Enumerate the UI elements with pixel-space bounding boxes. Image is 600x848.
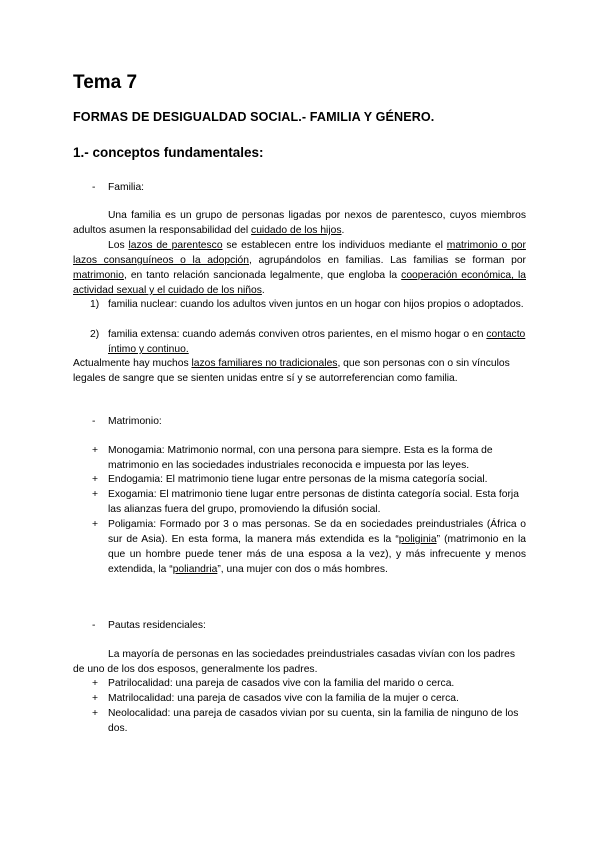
plus-bullet: + xyxy=(92,519,99,530)
dash-bullet: - xyxy=(92,182,96,193)
lazos-parentesco-link[interactable]: lazos de parentesco xyxy=(128,240,223,251)
item-text: Endogamia: El matrimonio tiene lugar entre personas de la misma categoría social. xyxy=(108,474,488,485)
poliandria-link[interactable]: poliandria xyxy=(172,564,218,575)
list-text: familia extensa: cuando además conviven otros parientes, en el mismo hogar o en contacto íntimo y continuo. xyxy=(108,329,526,355)
plus-bullet: + xyxy=(92,474,99,485)
familia-paragraph-2: Los lazos de parentesco se establecen entre los individuos mediante el matrimonio o por lazos consanguíneos o la adopción, agrupándolos en familias. Las familias se forman por matrimonio, en tanto relación sancionada legalmente, que engloba la cooperación económica, la actividad sexual y el cuidado de los niños. xyxy=(73,240,526,296)
list-text: familia nuclear: cuando los adultos viven juntos en un hogar con hijos propios o adoptados. xyxy=(108,299,524,310)
plus-bullet: + xyxy=(92,708,99,719)
item-text: Monogamia: Matrimonio normal, con una persona para siempre. Esta es la forma de matrimonio en las sociedades industriales reconocida e impuesta por las leyes. xyxy=(108,445,493,471)
item-text: Matrilocalidad: una pareja de casados vive con la familia de la mujer o cerca. xyxy=(108,693,459,704)
poliginia-link[interactable]: poliginia xyxy=(398,534,437,545)
dash-bullet: - xyxy=(92,416,96,427)
dash-bullet: - xyxy=(92,620,96,631)
plus-bullet: + xyxy=(92,445,99,456)
item-text: Poligamia: Formado por 3 o mas personas. Se da en sociedades preindustriales (África o sur de Asia). En esta forma, la manera más extendida es la “poliginia” (matrimonio en la que un hombre puede tener más de una esposa a la vez), y más infrecuente y menos extendida, la “poliandria”, una mujer con dos o más hombres. xyxy=(108,519,526,575)
pautas-intro: La mayoría de personas en las sociedades preindustriales casadas vivían con los padres de uno de los dos esposos, generalmente los padres. xyxy=(73,649,515,675)
matrimonio-heading: Matrimonio: xyxy=(108,416,162,427)
section-heading: 1.- conceptos fundamentales: xyxy=(73,145,264,160)
item-text: Neolocalidad: una pareja de casados vivian por su cuenta, sin la familia de ninguno de los dos. xyxy=(108,708,519,734)
matrimonio-link-2[interactable]: matrimonio xyxy=(73,270,124,281)
cooperacion-link[interactable]: cooperación económica, la actividad sexual y el cuidado de los niños xyxy=(73,270,526,296)
matrimonio-link[interactable]: matrimonio o por lazos consanguíneos o la adopción xyxy=(73,240,526,266)
pautas-heading: Pautas residenciales: xyxy=(108,620,206,631)
lazos-no-tradicionales-link[interactable]: lazos familiares no tradicionales xyxy=(191,358,338,369)
plus-bullet: + xyxy=(92,489,99,500)
familia-paragraph-3: Actualmente hay muchos lazos familiares no tradicionales, que son personas con o sin vínculos legales de sangre que se sienten unidas entre sí y se autorreferencian como familia. xyxy=(73,358,510,384)
item-text: Exogamia: El matrimonio tiene lugar entre personas de distinta categoría social. Esta forja las alianzas fuera del grupo, promoviendo la difusión social. xyxy=(108,489,519,515)
familia-paragraph-1: Una familia es un grupo de personas ligadas por nexos de parentesco, cuyos miembros adultos asumen la responsabilidad del cuidado de los hijos. xyxy=(73,210,526,236)
document-subtitle: FORMAS DE DESIGUALDAD SOCIAL.- FAMILIA Y GÉNERO. xyxy=(73,110,435,124)
item-text: Patrilocalidad: una pareja de casados vive con la familia del marido o cerca. xyxy=(108,678,455,689)
list-number: 1) xyxy=(90,299,100,310)
list-number: 2) xyxy=(90,329,100,340)
plus-bullet: + xyxy=(92,693,99,704)
contacto-link[interactable]: contacto íntimo y continuo. xyxy=(108,329,526,355)
page-title: Tema 7 xyxy=(73,72,138,93)
familia-heading: Familia: xyxy=(108,182,145,193)
cuidado-hijos-link[interactable]: cuidado de los hijos xyxy=(251,225,342,236)
plus-bullet: + xyxy=(92,678,99,689)
